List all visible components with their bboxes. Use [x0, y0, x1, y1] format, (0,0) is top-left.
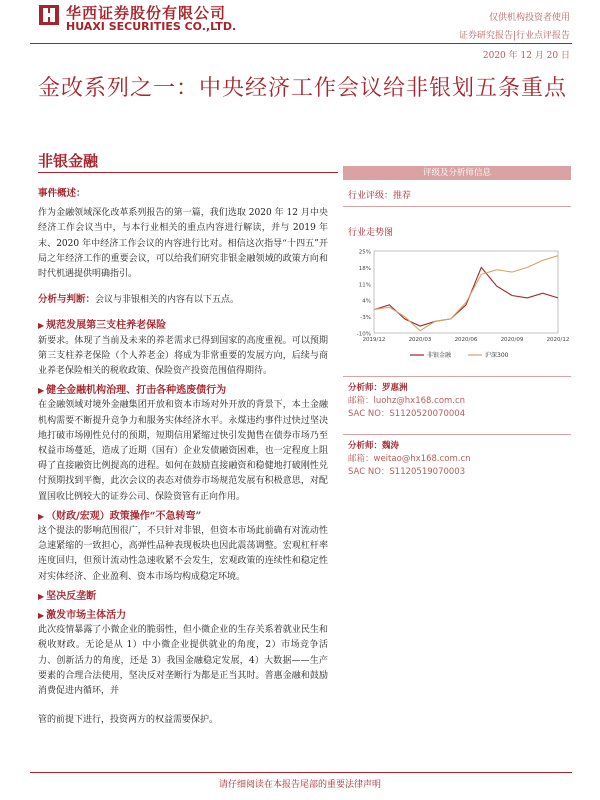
analysis-heading: 分析与判断：	[38, 294, 96, 306]
point-heading: ▶ 规范发展第三支柱养老保险	[38, 320, 167, 332]
main-content	[38, 186, 328, 729]
analysis-text: 会议与非银相关的内容有以下五点。	[95, 295, 240, 306]
x-tick-label: 2019/12	[362, 337, 386, 343]
footer-disclaimer: 请仔细阅读在本报告尾部的重要法律声明	[218, 780, 381, 790]
analyst-email: 邮箱：weitao@hx168.com.cn	[348, 454, 471, 464]
company-logo-icon	[38, 4, 60, 26]
series-line	[374, 256, 558, 331]
trend-chart	[348, 245, 570, 367]
y-tick-label: 4%	[362, 298, 371, 305]
analyst-name: 分析师：魏涛	[348, 441, 400, 451]
analyst-email: 邮箱：luohz@hx168.com.cn	[348, 396, 466, 406]
analyst-sac: SAC NO：S1120519070003	[348, 467, 466, 477]
point-heading: ▶ （财政/宏观）政策操作“不急转弯”	[38, 510, 202, 522]
company-name-cn: 华西证券股份有限公司	[66, 4, 227, 22]
triangle-bullet-icon: ▶	[38, 590, 45, 601]
point-heading: ▶ 健全金融机构治理、打击各种逃废债行为	[38, 385, 227, 397]
point-heading: ▶ 坚决反垄断	[38, 590, 97, 602]
point-text: 在金融领域对境外金融集团开放和资本市场对外开放的背景下，本土金融机构需要不断提升竞争力和服务实体经济水平。永煤违约事件过快过坚决地打破市场刚性兑付的预期，短期信用紧缩过快引发抛售在债券市场乃至权益市场蔓延，造成了近期（国有）企业发债融资困难，也一定程度上阻碍了直接融资比例提高的进程。如何在鼓励直接融资和稳健地打破刚性兑付预期找到平衡，此次会议的表态对债券市场规范发展有积极意思，对配置国收比例较大的证券公司、保险资管有正向作用。	[38, 400, 328, 502]
legend-label: 非银金融	[427, 352, 452, 359]
point-text: 此次疫情暴露了小微企业的脆弱性，但小微企业的生存关系着就业民生和税收财政。无论是从 1）中小微企业提供就业的角度，2）市场竞争活力、创新活力的角度，还是 3）我国金融稳定发展，4）大数据——生产要素的合理合法使用，坚决反对垄断行为都是正当其时。普惠金融和鼓励消费促进内循环，并	[38, 625, 328, 697]
rating-box-title: 评级及分析师信息	[343, 166, 571, 180]
x-tick-label: 2020/12	[546, 337, 570, 343]
analyst-name: 分析师：罗惠洲	[348, 383, 408, 393]
report-title: 金改系列之一：中央经济工作会议给非银划五条重点	[38, 76, 568, 101]
point-heading: ▶ 激发市场主体活力	[38, 610, 127, 622]
triangle-bullet-icon: ▶	[38, 610, 45, 621]
y-tick-label: -3%	[360, 315, 371, 322]
header-divider	[30, 43, 572, 44]
industry-rating: 行业评级：推荐	[348, 191, 412, 201]
analyst-sac: SAC NO：S1120520070004	[348, 409, 466, 419]
x-tick-label: 2020/06	[454, 337, 478, 343]
triangle-bullet-icon: ▶	[38, 320, 45, 331]
y-tick-label: 11%	[358, 282, 371, 289]
event-heading: 事件概述：	[38, 188, 86, 199]
triangle-bullet-icon: ▶	[38, 385, 45, 396]
x-tick-label: 2020/09	[500, 337, 524, 343]
sidebar-divider	[343, 206, 571, 207]
triangle-bullet-icon: ▶	[38, 510, 45, 521]
point-text: 这个提法的影响范围很广，不只针对非银，但资本市场此前确有对流动性急速紧缩的一致担心，高弹性品种表现板块也因此震荡调整。宏观杠杆率连度回归，但预计流动性急速收紧不会发生，宏观政策的连续性和稳定性对实体经济、企业盈利、资本市场均构成稳定环境。	[38, 526, 328, 582]
company-name-en: HUAXI SECURITIES CO.,LTD.	[66, 20, 237, 33]
report-date: 2020 年 12 月 20 日	[482, 51, 570, 61]
trend-chart-heading: 行业走势图	[348, 228, 394, 238]
y-tick-label: 18%	[358, 265, 371, 272]
report-type: 证券研究报告|行业点评报告	[458, 31, 570, 41]
sidebar-divider	[343, 434, 571, 435]
sector-name: 非银金融	[38, 152, 99, 170]
chart-frame	[374, 251, 558, 333]
event-text: 作为金融领域深化改革系列报告的第一篇，我们选取 2020 年 12 月中央经济工作会议当中，与本行业相关的重点内容进行解读，并与 2019 年末、2020 年中经济工作会议的内容进行比对。相信这次指导“十四五”开局之年经济工作的重要会议，可以给我们研究非银金融领域的政策方向和时代机遇提供明确指引。	[38, 208, 328, 280]
sector-divider	[38, 172, 338, 173]
y-tick-label: 25%	[358, 249, 371, 256]
sidebar-divider	[343, 376, 571, 377]
analyst-info	[348, 382, 465, 421]
y-tick-label: -10%	[356, 331, 371, 338]
analyst-info	[348, 440, 471, 479]
tail-text: 管的前提下进行，投资两方的权益需要保护。	[38, 715, 219, 726]
point-text: 新要求。体现了当前及未来的养老需求已得到国家的高度重视。可以预期第三支柱养老保险（个人养老金）将成为非常重要的发展方向，后续与商业养老保险相关的税收政策、保险资产投资范围值得期待。	[38, 335, 328, 377]
audience-note: 仅供机构投资者使用	[488, 13, 570, 23]
analysis-paragraph	[38, 292, 328, 308]
legend-label: 沪深300	[485, 352, 509, 359]
footer-divider	[30, 772, 572, 773]
series-line	[374, 267, 558, 326]
x-tick-label: 2020/03	[408, 337, 432, 343]
